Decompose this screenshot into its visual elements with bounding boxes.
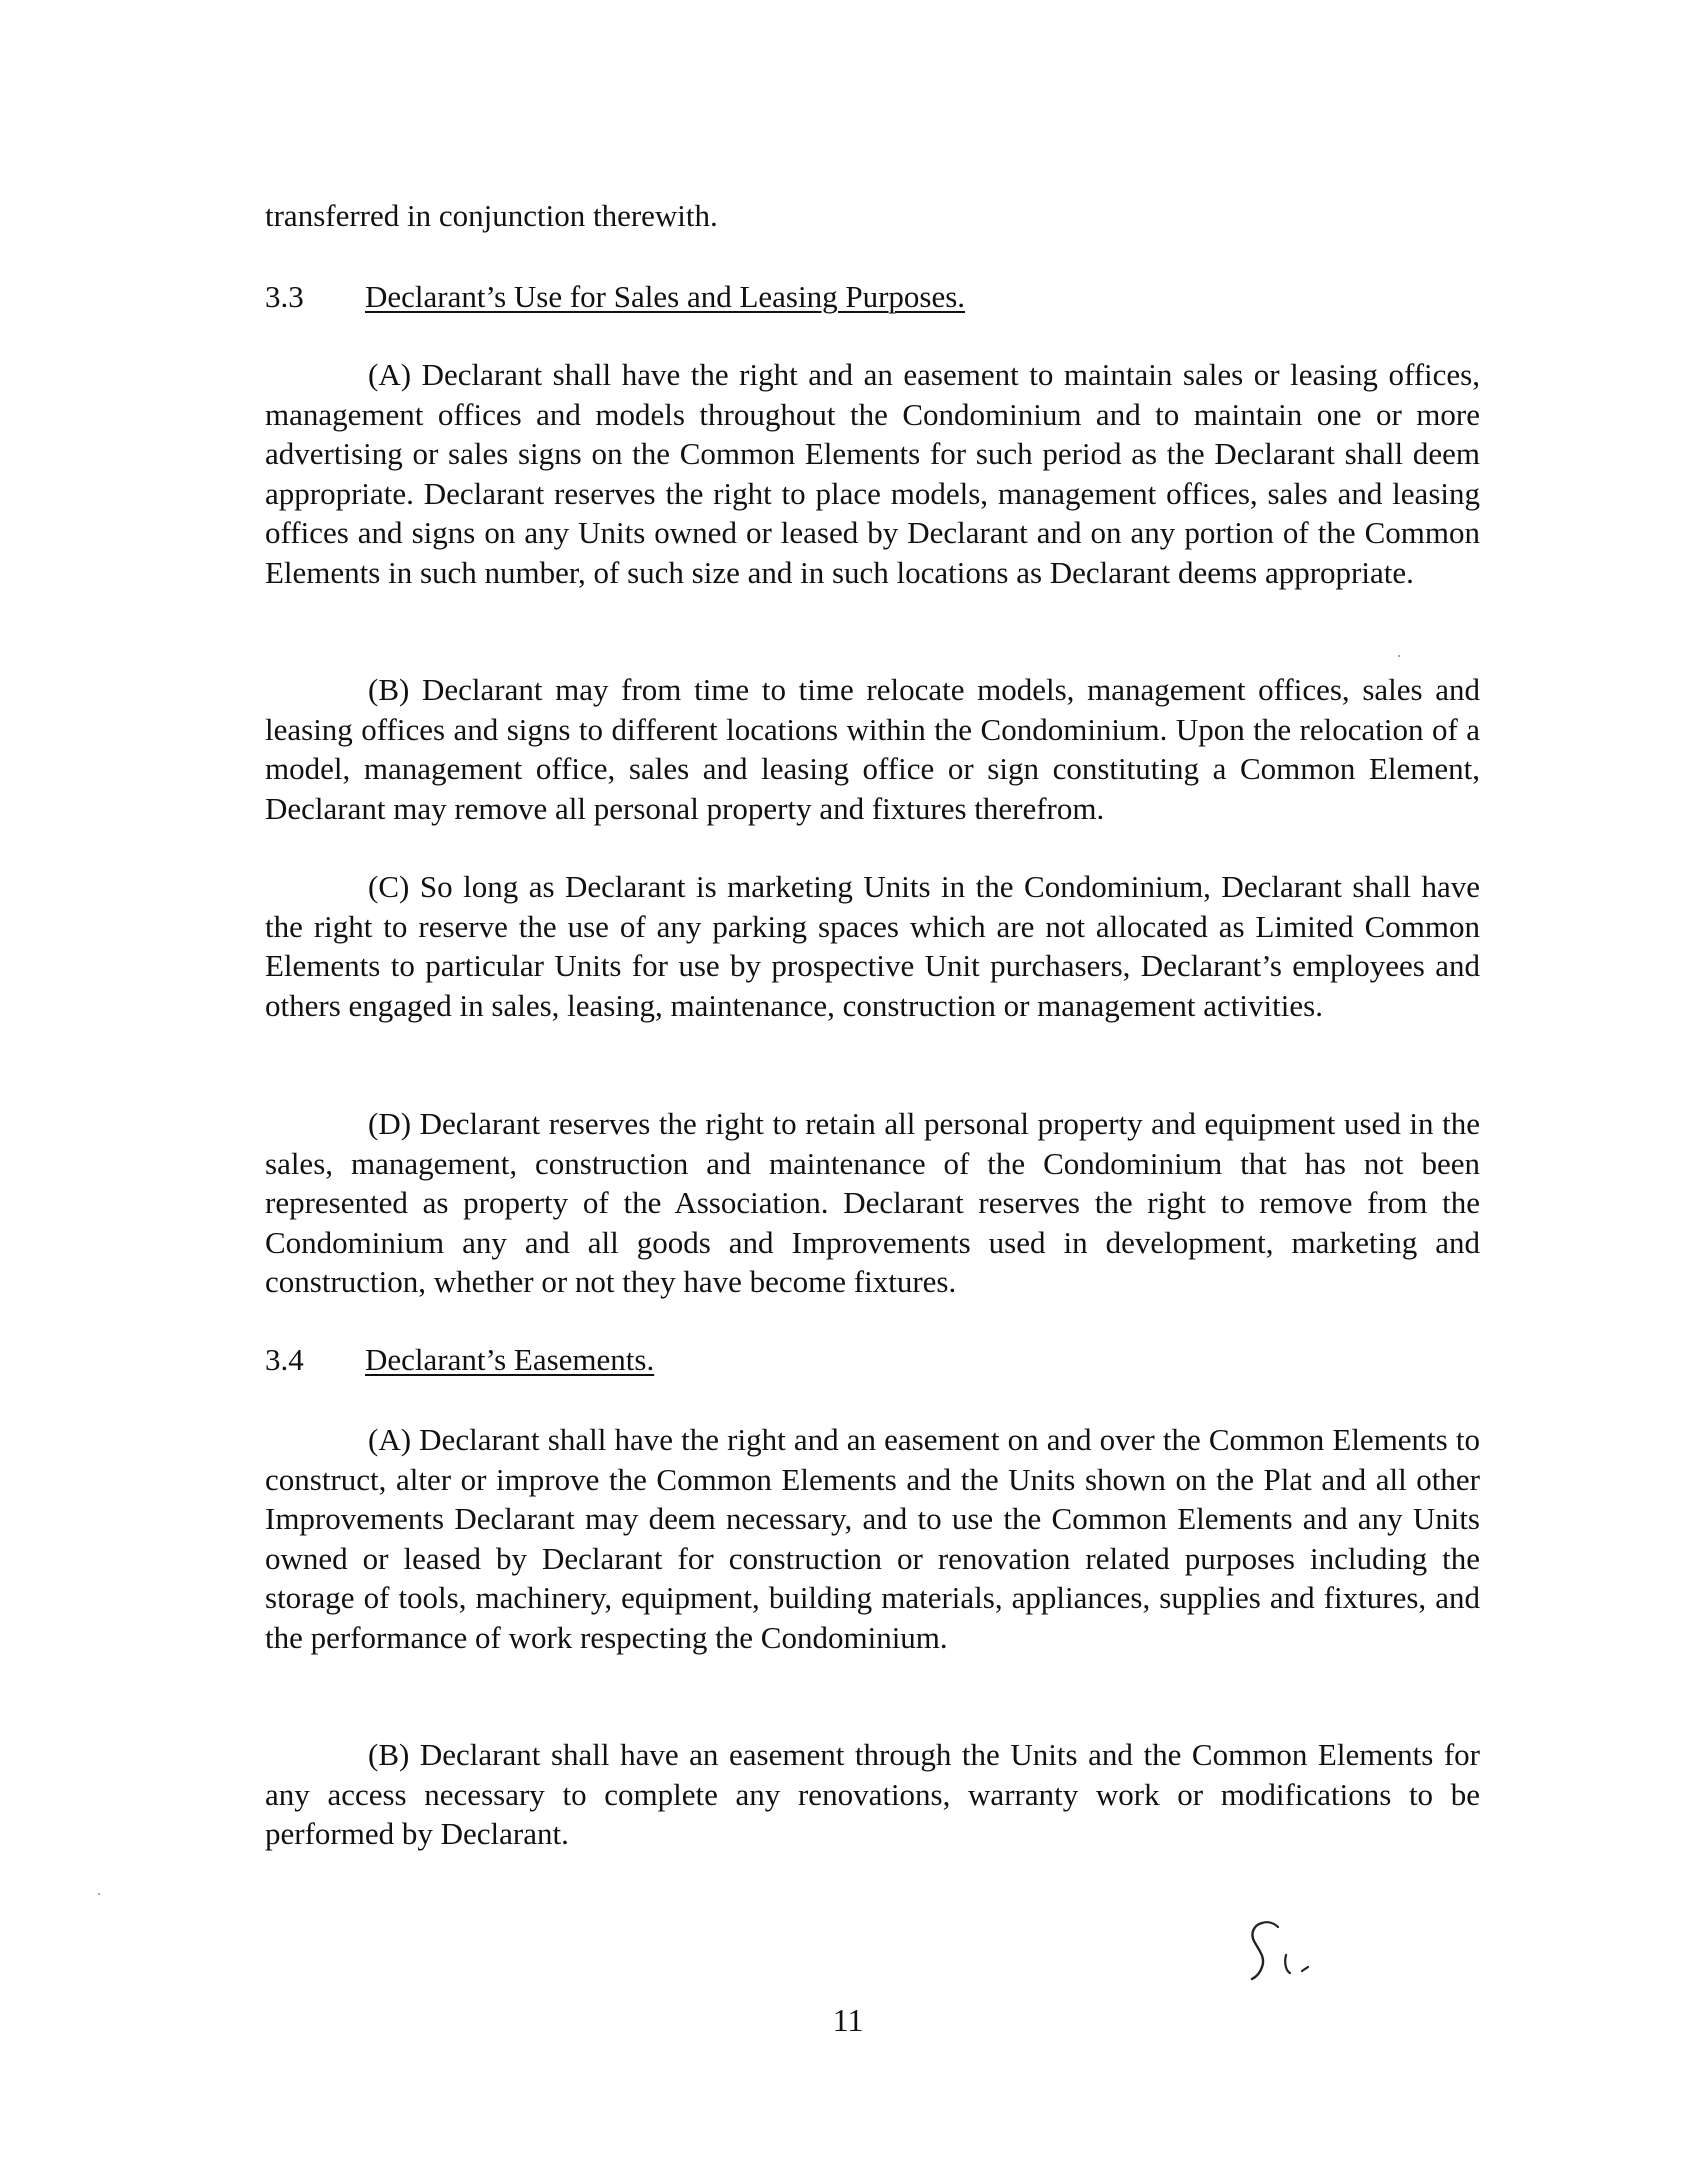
scan-speck [1398,655,1400,657]
section-heading-3-4 [265,1340,654,1380]
paragraph-3-4-a: (A) Declarant shall have the right and an easement on and over the Common Elements to construct, alter or improve the Common Elements and the Units shown on the Plat and all other Improvements Declarant may deem necessary, and to use the Common Elements and any Units owned or leased by Declarant for construction or renovation related purposes including the storage of tools, machinery, equipment, building materials, appliances, supplies and fixtures, and the performance of work respecting the Condominium. [265,1422,1480,1655]
section-number: 3.3 [265,279,304,314]
page-number: 11 [832,2002,864,2038]
handwritten-initials [1240,1915,1340,1985]
section-title: Declarant’s Easements. [365,1342,655,1377]
section-title: Declarant’s Use for Sales and Leasing Purposes. [365,279,966,314]
scan-speck [98,1893,100,1895]
paragraph-3-3-b: (B) Declarant may from time to time relocate models, management offices, sales and leasing offices and signs to different locations within the Condominium. Upon the relocation of a model, management office, sales and leasing office or sign constituting a Common Element, Declarant may remove all personal property and fixtures therefrom. [265,672,1480,826]
paragraph-3-3-a: (A) Declarant shall have the right and an easement to maintain sales or leasing offices, management offices and models throughout the Condominium and to maintain one or more advertising or sales signs on the Common Elements for such period as the Declarant shall deem appropriate. Declarant reserves the right to place models, management offices, sales and leasing offices and signs on any Units owned or leased by Declarant and on any portion of the Common Elements in such number, of such size and in such locations as Declarant deems appropriate. [265,357,1480,590]
paragraph-3-4-b: (B) Declarant shall have an easement through the Units and the Common Elements for any access necessary to complete any renovations, warranty work or modifications to be performed by Declarant. [265,1737,1480,1851]
paragraph-3-3-c: (C) So long as Declarant is marketing Units in the Condominium, Declarant shall have the right to reserve the use of any parking spaces which are not allocated as Limited Common Elements to particular Units for use by prospective Unit purchasers, Declarant’s employees and others engaged in sales, leasing, maintenance, construction or management activities. [265,869,1480,1023]
paragraph-3-3-d: (D) Declarant reserves the right to retain all personal property and equipment used in the sales, management, construction and maintenance of the Condominium that has not been represented as property of the Association. Declarant reserves the right to remove from the Condominium any and all goods and Improvements used in development, marketing and construction, whether or not they have become fixtures. [265,1106,1480,1299]
section-number: 3.4 [265,1342,304,1377]
section-heading-3-3 [265,277,965,317]
continuation-text: transferred in conjunction therewith. [265,198,718,233]
